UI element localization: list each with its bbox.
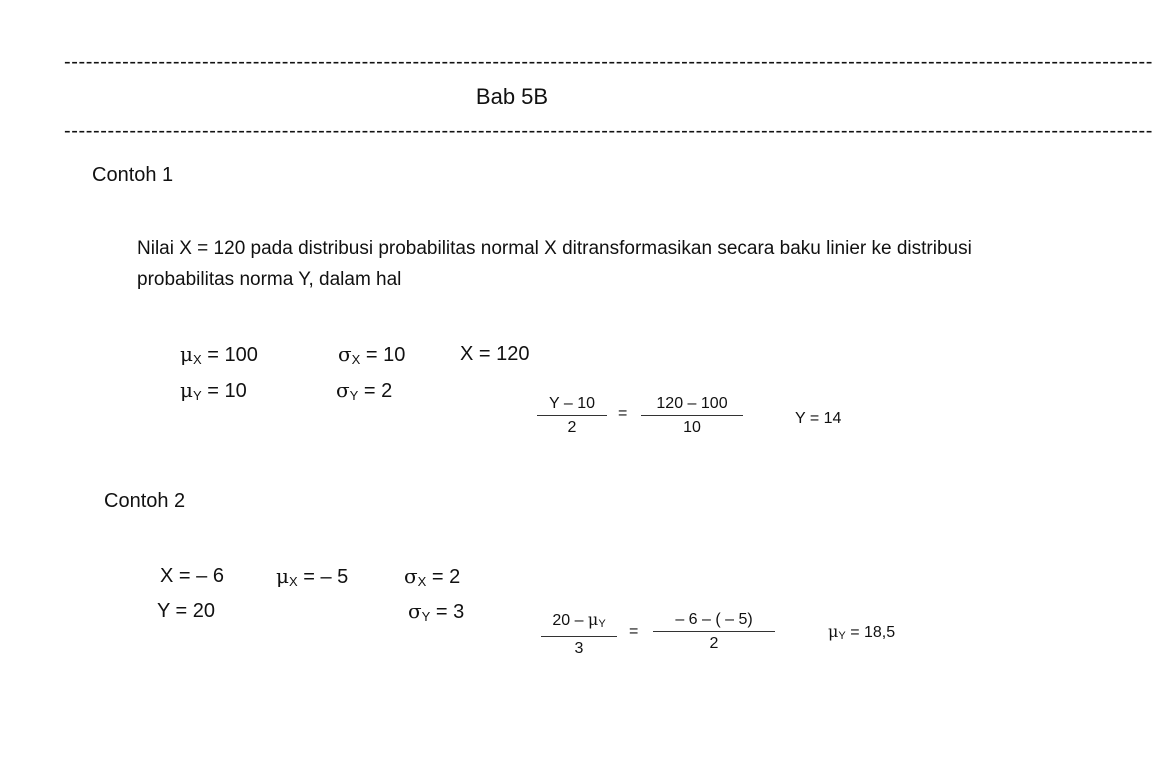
example1-sigma-x [338, 342, 405, 372]
example2-mu-x [276, 564, 348, 594]
example1-mu-y [180, 378, 247, 408]
example2-result [828, 622, 895, 646]
example1-fraction-left [537, 394, 607, 437]
mu-y-subscript: Y [193, 388, 202, 403]
example2-fraction-right [653, 610, 775, 653]
example1-sigma-y [336, 378, 392, 408]
example1-x-value: X = 120 [460, 343, 530, 365]
example1-result: Y = 14 [795, 410, 842, 427]
numerator-prefix: 20 – [552, 612, 588, 629]
example2-equals: = [629, 623, 639, 640]
sigma-symbol: σ [404, 564, 418, 588]
sigma-y-subscript: Y [421, 609, 431, 624]
sigma-x-value: = 10 [365, 344, 406, 366]
sigma-symbol: σ [336, 378, 350, 402]
example1-heading: Contoh 1 [92, 164, 174, 186]
mu-symbol: μ [180, 378, 193, 402]
fraction-numerator [541, 610, 617, 637]
example2-x-value: X = – 6 [160, 565, 224, 587]
page-title: Bab 5B [475, 84, 549, 109]
mu-y-subscript: Y [838, 630, 846, 642]
mu-symbol: μ [180, 342, 193, 366]
example1-fraction-right [641, 394, 743, 437]
example2-sigma-x [404, 564, 460, 594]
example2-heading: Contoh 2 [104, 490, 186, 512]
mu-x-subscript: X [289, 574, 298, 589]
divider-top: ------------------------------------------------------------------------------------------------------------------------------------------------------ [64, 51, 1153, 73]
mu-y-subscript: Y [598, 618, 606, 630]
example2-y-value: Y = 20 [157, 600, 216, 622]
sigma-y-value: = 3 [435, 601, 465, 623]
mu-symbol: μ [276, 564, 289, 588]
mu-x-value: = – 5 [303, 566, 349, 588]
sigma-symbol: σ [338, 342, 352, 366]
fraction-denominator: 2 [567, 419, 577, 436]
sigma-x-subscript: X [417, 574, 427, 589]
fraction-numerator: Y – 10 [537, 394, 607, 416]
mu-symbol: μ [828, 622, 839, 641]
mu-symbol: μ [587, 610, 599, 629]
mu-x-subscript: X [193, 352, 202, 367]
fraction-denominator: 3 [574, 640, 584, 657]
sigma-y-value: = 2 [363, 380, 393, 402]
example1-mu-x [180, 342, 258, 372]
fraction-denominator: 2 [709, 635, 719, 652]
example2-fraction-left [541, 610, 617, 658]
fraction-denominator: 10 [683, 419, 701, 436]
example1-equals: = [618, 405, 628, 422]
example1-paragraph: Nilai X = 120 pada distribusi probabilitas normal X ditransformasikan secara baku linier ke distribusi probabilitas norma Y, dalam hal [137, 238, 972, 290]
sigma-symbol: σ [408, 599, 422, 623]
fraction-numerator: 120 – 100 [641, 394, 743, 416]
sigma-x-subscript: X [351, 352, 361, 367]
fraction-numerator: – 6 – ( – 5) [653, 610, 775, 632]
mu-x-value: = 100 [207, 344, 258, 366]
divider-bottom: ------------------------------------------------------------------------------------------------------------------------------------------------------ [64, 120, 1153, 142]
example2-sigma-y [408, 599, 464, 629]
sigma-y-subscript: Y [349, 388, 359, 403]
mu-y-value: = 10 [207, 380, 247, 402]
sigma-x-value: = 2 [431, 566, 461, 588]
result-value: = 18,5 [845, 624, 896, 641]
